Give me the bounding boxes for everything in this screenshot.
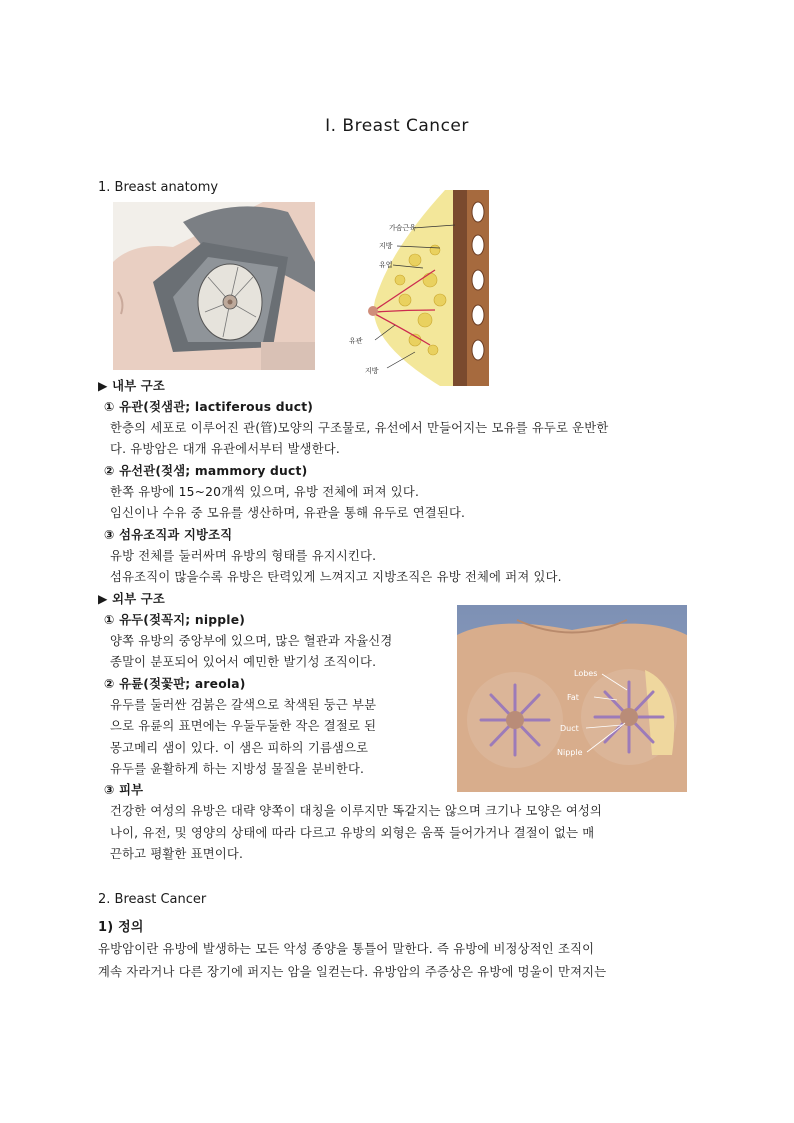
page-title: Ⅰ. Breast Cancer bbox=[325, 116, 469, 136]
definition-heading: 1) 정의 bbox=[98, 920, 144, 935]
section2-heading: 2. Breast Cancer bbox=[98, 892, 207, 907]
item-tissue-title: ③ 섬유조직과 지방조직 bbox=[104, 528, 233, 542]
label-nipple: Nipple bbox=[557, 748, 583, 757]
body-line: 으로 유륜의 표면에는 우둘두둘한 작은 결절로 된 bbox=[110, 719, 377, 733]
body-line: 유두를 윤활하게 하는 지방성 물질을 분비한다. bbox=[110, 762, 365, 776]
section1-heading: 1. Breast anatomy bbox=[98, 180, 219, 195]
body-line: 건강한 여성의 유방은 대략 양쪽이 대칭을 이루지만 똑같지는 않으며 크기나 모양은 여성의 bbox=[110, 804, 603, 818]
body-line: 나이, 유전, 및 영양의 상태에 따라 다르고 유방의 외형은 움푹 들어가거나 결절이 없는 매 bbox=[110, 826, 595, 840]
body-line: 유방암이란 유방에 발생하는 모든 악성 종양을 통틀어 말한다. 즉 유방에 비정상적인 조직이 bbox=[98, 942, 595, 956]
item-mammary-duct-title: ② 유선관(젖샘; mammory duct) bbox=[104, 464, 308, 478]
breast-cross-section-illustration bbox=[345, 190, 495, 386]
body-line: 다. 유방암은 대개 유관에서부터 발생한다. bbox=[110, 442, 340, 456]
body-line: 유두를 둘러싼 검붉은 갈색으로 착색된 둥근 부분 bbox=[110, 698, 377, 712]
body-line: 한쪽 유방에 15~20개씩 있으며, 유방 전체에 퍼져 있다. bbox=[110, 485, 420, 499]
label-fat: 지방 bbox=[379, 242, 393, 250]
external-structure-heading: ▶ 외부 구조 bbox=[98, 592, 165, 606]
body-line: 유방 전체를 둘러싸며 유방의 형태를 유지시킨다. bbox=[110, 549, 377, 563]
label-lobe: 유엽 bbox=[379, 261, 393, 269]
internal-structure-heading: ▶ 내부 구조 bbox=[98, 379, 165, 393]
item-lactiferous-duct-title: ① 유관(젖샘관; lactiferous duct) bbox=[104, 400, 314, 414]
body-line: 한층의 세포로 이루어진 관(管)모양의 구조물로, 유선에서 만들어지는 모유를 유두로 운반한 bbox=[110, 421, 609, 435]
label-lobes: Lobes bbox=[574, 669, 598, 678]
label-chest-muscle: 가슴근육 bbox=[389, 224, 417, 232]
body-line: 종말이 분포되어 있어서 예민한 발기성 조직이다. bbox=[110, 655, 377, 669]
label-fat-lower: 지방 bbox=[365, 367, 379, 375]
body-line: 임신이나 수유 중 모유를 생산하며, 유관을 통해 유두로 연결된다. bbox=[110, 506, 466, 520]
body-line: 양쪽 유방의 중앙부에 있으며, 많은 혈관과 자율신경 bbox=[110, 634, 393, 648]
body-line: 섬유조직이 많을수록 유방은 탄력있게 느껴지고 지방조직은 유방 전체에 퍼져 있다. bbox=[110, 570, 562, 584]
item-skin-title: ③ 피부 bbox=[104, 783, 144, 797]
body-line: 계속 자라거나 다른 장기에 퍼지는 암을 일컫는다. 유방암의 주증상은 유방에 멍울이 만져지는 bbox=[98, 965, 607, 979]
body-line: 끈하고 평활한 표면이다. bbox=[110, 847, 244, 861]
label-fat: Fat bbox=[567, 693, 579, 702]
breast-external-anatomy-illustration bbox=[457, 605, 687, 792]
breast-anatomy-illustration bbox=[113, 202, 315, 370]
item-nipple-title: ① 유두(젖꼭지; nipple) bbox=[104, 613, 246, 627]
label-duct: 유관 bbox=[349, 337, 363, 345]
item-areola-title: ② 유륜(젖꽃판; areola) bbox=[104, 677, 246, 691]
body-line: 몽고메리 샘이 있다. 이 샘은 피하의 기름샘으로 bbox=[110, 741, 369, 755]
label-duct: Duct bbox=[560, 724, 579, 733]
